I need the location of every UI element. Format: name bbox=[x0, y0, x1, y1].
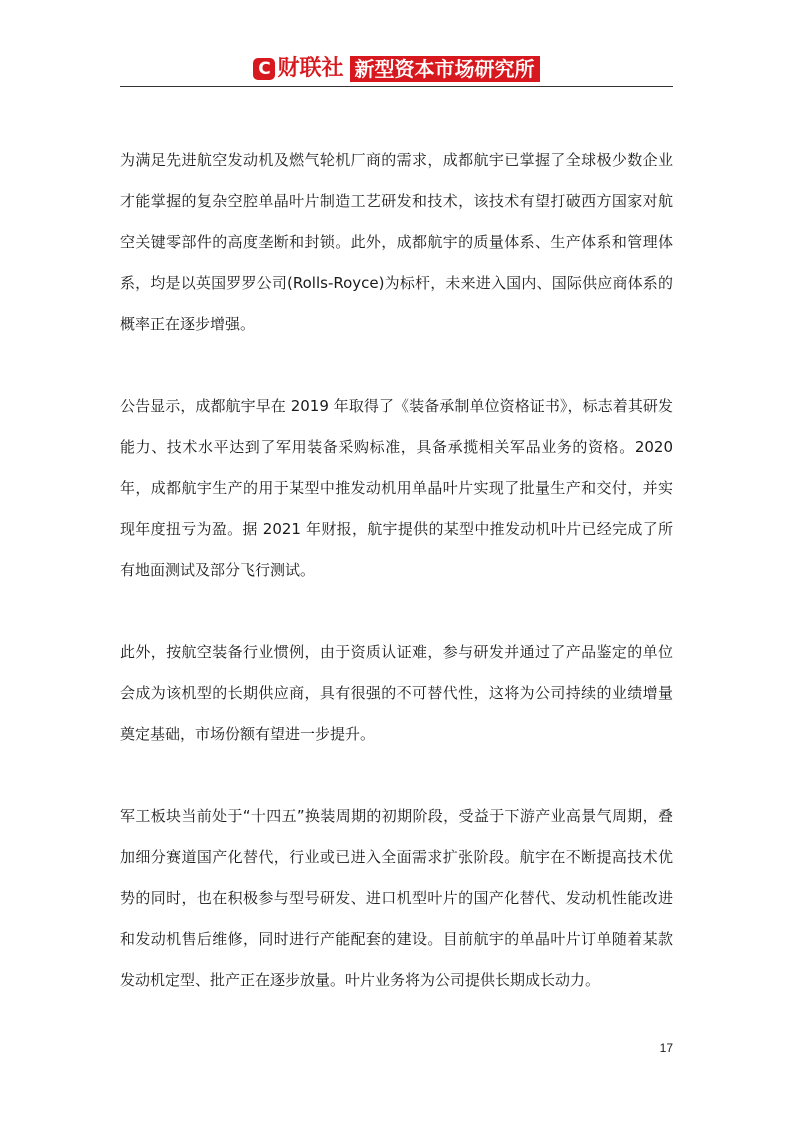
paragraph: 公告显示，成都航宇早在 2019 年取得了《装备承制单位资格证书》，标志着其研发能力、技术水平达到了军用装备采购标准，具备承揽相关军品业务的资格。2020 年，成都航宇生产的用于某型中推发动机用单晶叶片实现了批量生产和交付，并实现年度扭亏为盈。据 2021 年财报，航宇提供的某型中推发动机叶片已经完成了所有地面测试及部分飞行测试。 bbox=[120, 397, 673, 579]
paragraph: 此外，按航空装备行业惯例，由于资质认证难，参与研发并通过了产品鉴定的单位会成为该机型的长期供应商，具有很强的不可替代性，这将为公司持续的业绩增量奠定基础，市场份额有望进一步提升。 bbox=[120, 643, 673, 743]
page-number: 17 bbox=[659, 1041, 673, 1055]
institute-name: 新型资本市场研究所 bbox=[350, 56, 540, 82]
brand-name: 财联社 bbox=[277, 56, 344, 81]
page-header bbox=[0, 54, 793, 84]
paragraph: 为满足先进航空发动机及燃气轮机厂商的需求，成都航宇已掌握了全球极少数企业才能掌握的复杂空腔单晶叶片制造工艺研发和技术，该技术有望打破西方国家对航空关键零部件的高度垄断和封锁。此外，成都航宇的质量体系、生产体系和管理体系，均是以英国罗罗公司(Rolls-Royce)为标杆，未来进入国内、国际供应商体系的概率正在逐步增强。 bbox=[120, 151, 673, 333]
header-divider bbox=[120, 86, 673, 87]
document-body bbox=[120, 140, 673, 1042]
paragraph: 军工板块当前处于“十四五”换装周期的初期阶段，受益于下游产业高景气周期，叠加细分赛道国产化替代，行业或已进入全面需求扩张阶段。航宇在不断提高技术优势的同时，也在积极参与型号研发、进口机型叶片的国产化替代、发动机性能改进和发动机售后维修，同时进行产能配套的建设。目前航宇的单晶叶片订单随着某款发动机定型、批产正在逐步放量。叶片业务将为公司提供长期成长动力。 bbox=[120, 807, 673, 989]
cls-logo-icon: C bbox=[253, 58, 275, 80]
